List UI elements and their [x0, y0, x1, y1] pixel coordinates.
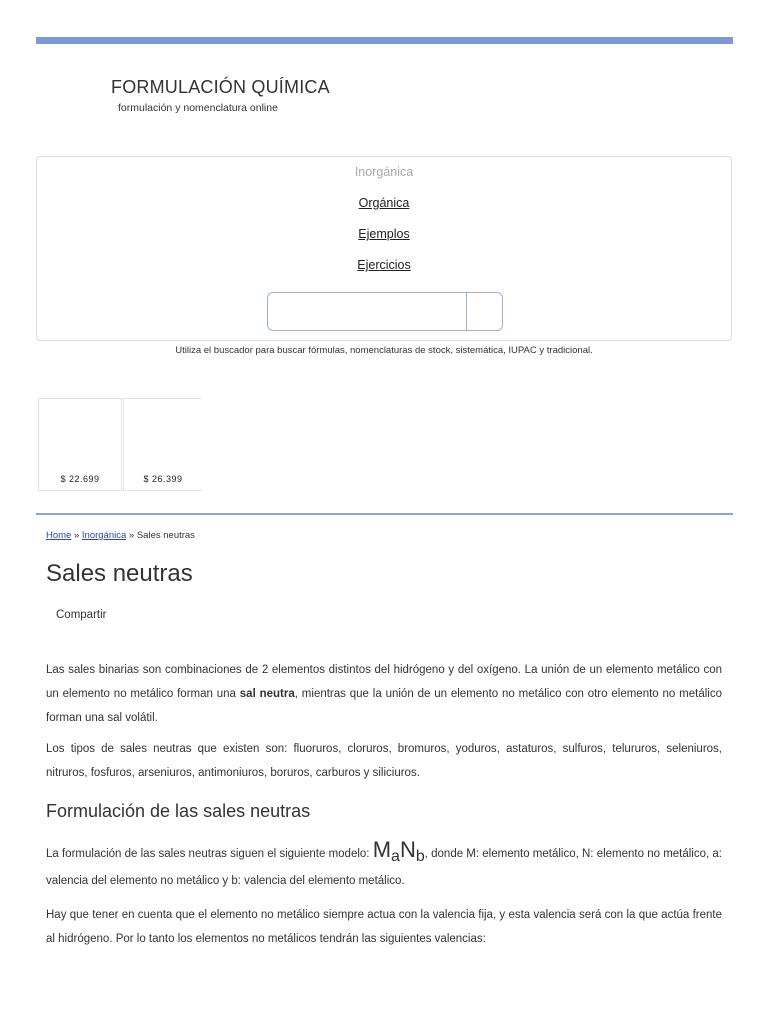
types-paragraph: Los tipos de sales neutras que existen son: fluoruros, cloruros, bromuros, yoduros, astaturos, sulfuros, telururos, seleniuros, nitruros, fosfuros, arseniuros, antimoniuros, boruros, carburos y siliciuros. — [46, 743, 722, 779]
intro-text-part2: , mientras que la unión de un elemento no metálico con otro elemento no metálico forman una sal volátil. — [46, 688, 722, 724]
breadcrumb-separator: » — [126, 530, 137, 541]
ad-price: $ 22.699 — [60, 474, 100, 484]
page-title: Sales neutras — [46, 560, 193, 587]
nav-item-organica[interactable]: Orgánica — [358, 196, 410, 210]
search-button[interactable] — [466, 292, 503, 331]
ad-card[interactable] — [38, 398, 122, 491]
valence-paragraph: Hay que tener en cuenta que el elemento no metálico siempre actua con la valencia fija, y esta valencia será con la que actúa frente al hidrógeno. Por lo tanto los elementos no metálicos tendrán las siguientes valencias: — [46, 909, 722, 945]
section-heading: Formulación de las sales neutras — [46, 801, 311, 821]
site-title[interactable]: FORMULACIÓN QUÍMICA — [111, 77, 330, 97]
nav-item-ejemplos[interactable]: Ejemplos — [358, 227, 410, 241]
formula-subscript-a: a — [391, 848, 400, 865]
intro-paragraph — [46, 658, 722, 730]
breadcrumb-inorganica-link[interactable]: Inorgánica — [81, 530, 127, 541]
share-button[interactable]: Compartir — [56, 609, 107, 621]
formula-subscript-b: b — [415, 848, 425, 865]
ad-price: $ 26.399 — [143, 474, 183, 484]
formulation-text-part2: , donde M: elemento metálico, N: elemento no metálico, a: valencia del elemento no metálico y b: valencia del elemento metálico. — [46, 848, 722, 887]
formula-metal: M — [372, 837, 392, 862]
formula-nonmetal: N — [399, 837, 416, 862]
formula-model — [372, 837, 425, 865]
nav-item-ejercicios[interactable]: Ejercicios — [357, 258, 411, 272]
breadcrumb — [46, 530, 195, 541]
navigation-box — [36, 156, 732, 341]
search-input[interactable] — [267, 292, 467, 331]
breadcrumb-separator: » — [71, 530, 82, 541]
header-accent-bar — [36, 37, 733, 44]
nav-item-inorganica[interactable]: Inorgánica — [354, 165, 414, 179]
search-helper-text: Utiliza el buscador para buscar fórmulas, nomenclaturas de stock, sistemática, IUPAC y tradicional. — [175, 345, 593, 356]
intro-text-part1: Las sales binarias son combinaciones de 2 elementos distintos del hidrógeno y del oxígeno. La unión de un elemento metálico con un elemento no metálico forman una — [46, 664, 722, 700]
formulation-text-part1: La formulación de las sales neutras siguen el siguiente modelo: — [46, 848, 373, 860]
section-divider — [36, 513, 733, 515]
ad-card[interactable] — [123, 398, 202, 491]
intro-bold-term: sal neutra — [239, 688, 295, 700]
site-tagline: formulación y nomenclatura online — [118, 102, 278, 114]
breadcrumb-home-link[interactable]: Home — [46, 530, 72, 541]
breadcrumb-current: Sales neutras — [136, 530, 195, 541]
formulation-paragraph — [46, 838, 722, 893]
